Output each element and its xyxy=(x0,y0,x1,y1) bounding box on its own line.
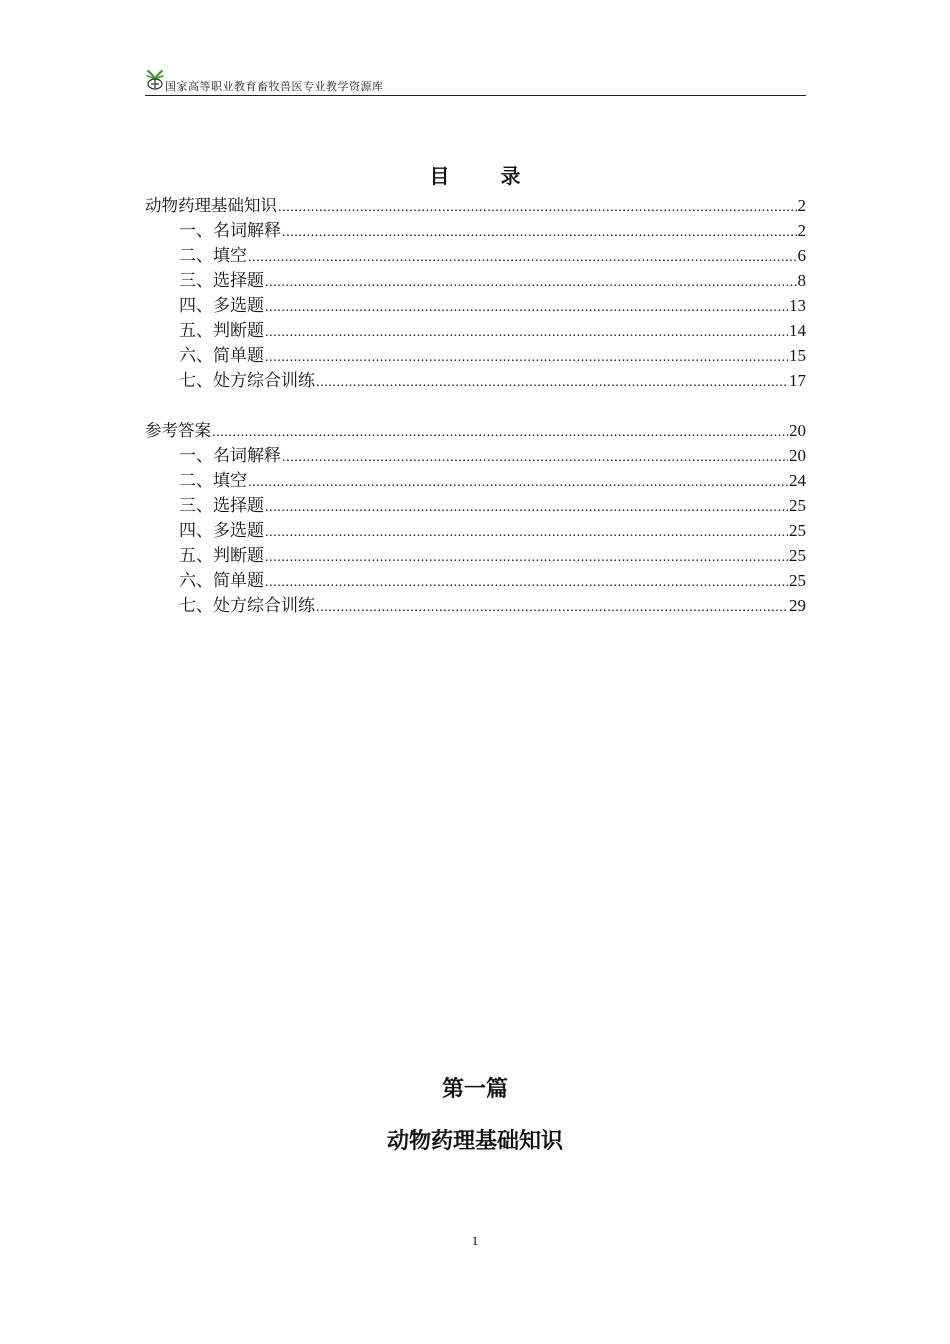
toc-entry-page: 6 xyxy=(797,246,806,265)
toc-entry-page: 13 xyxy=(789,296,806,315)
toc-group-knowledge xyxy=(145,193,806,393)
toc-entry[interactable] xyxy=(145,293,806,318)
toc-entry[interactable] xyxy=(145,568,806,593)
dot-leader xyxy=(282,445,788,470)
toc-entry[interactable] xyxy=(145,218,806,243)
toc-entry-label: 四、多选题 xyxy=(179,521,264,541)
toc-group-answers xyxy=(145,418,806,618)
toc-entry[interactable] xyxy=(145,193,806,218)
toc-entry[interactable] xyxy=(145,593,806,618)
toc-entry[interactable] xyxy=(145,368,806,393)
dot-leader xyxy=(265,570,788,595)
page-header xyxy=(145,66,806,96)
toc-entry-page: 24 xyxy=(789,471,806,490)
toc-entry[interactable] xyxy=(145,243,806,268)
toc-entry[interactable] xyxy=(145,468,806,493)
toc-entry-label: 动物药理基础知识 xyxy=(145,196,277,215)
toc-entry-label: 七、处方综合训练 xyxy=(179,596,315,616)
page-number: 1 xyxy=(471,1233,479,1248)
table-of-contents xyxy=(145,193,806,618)
dot-leader xyxy=(248,245,797,270)
dot-leader xyxy=(265,495,788,520)
toc-entry-page: 2 xyxy=(797,196,806,215)
leaf-cross-logo-icon xyxy=(145,68,165,90)
part-subtitle: 动物药理基础知识 xyxy=(386,1129,563,1154)
toc-entry-page: 2 xyxy=(797,221,806,240)
toc-entry-label: 六、简单题 xyxy=(179,346,264,366)
header-title: 国家高等职业教育畜牧兽医专业教学资源库 xyxy=(165,80,384,93)
toc-entry-page: 25 xyxy=(789,496,806,515)
dot-leader xyxy=(265,295,788,320)
toc-entry[interactable] xyxy=(145,543,806,568)
toc-entry-page: 15 xyxy=(789,346,806,365)
dot-leader xyxy=(248,470,788,495)
toc-entry[interactable] xyxy=(145,493,806,518)
toc-entry-label: 一、名词解释 xyxy=(179,221,281,241)
dot-leader xyxy=(316,595,788,620)
toc-entry-label: 参考答案 xyxy=(145,421,211,440)
toc-entry-label: 五、判断题 xyxy=(179,321,264,341)
toc-entry[interactable] xyxy=(145,518,806,543)
dot-leader xyxy=(316,370,788,395)
part-title: 第一篇 xyxy=(441,1077,508,1102)
dot-leader xyxy=(278,195,797,220)
toc-entry-page: 25 xyxy=(789,521,806,540)
toc-entry-label: 二、填空 xyxy=(179,246,247,266)
toc-entry-label: 二、填空 xyxy=(179,471,247,491)
dot-leader xyxy=(265,545,788,570)
toc-entry-label: 三、选择题 xyxy=(179,496,264,516)
toc-entry[interactable] xyxy=(145,318,806,343)
dot-leader xyxy=(265,520,788,545)
toc-entry-label: 三、选择题 xyxy=(179,271,264,291)
toc-entry[interactable] xyxy=(145,268,806,293)
toc-entry-page: 20 xyxy=(789,446,806,465)
toc-entry-page: 20 xyxy=(789,421,806,440)
toc-entry-label: 五、判断题 xyxy=(179,546,264,566)
toc-title: 目 录 xyxy=(429,164,543,188)
toc-entry-page: 8 xyxy=(797,271,806,290)
toc-entry[interactable] xyxy=(145,418,806,443)
toc-entry-label: 七、处方综合训练 xyxy=(179,371,315,391)
toc-entry-page: 25 xyxy=(789,546,806,565)
toc-entry-page: 14 xyxy=(789,321,806,340)
toc-entry-label: 一、名词解释 xyxy=(179,446,281,466)
dot-leader xyxy=(212,420,788,445)
toc-entry[interactable] xyxy=(145,443,806,468)
dot-leader xyxy=(282,220,797,245)
toc-entry-page: 29 xyxy=(789,596,806,615)
toc-entry[interactable] xyxy=(145,343,806,368)
dot-leader xyxy=(265,270,797,295)
toc-entry-label: 四、多选题 xyxy=(179,296,264,316)
dot-leader xyxy=(265,320,788,345)
toc-entry-page: 25 xyxy=(789,571,806,590)
toc-entry-page: 17 xyxy=(789,371,806,390)
dot-leader xyxy=(265,345,788,370)
toc-entry-label: 六、简单题 xyxy=(179,571,264,591)
